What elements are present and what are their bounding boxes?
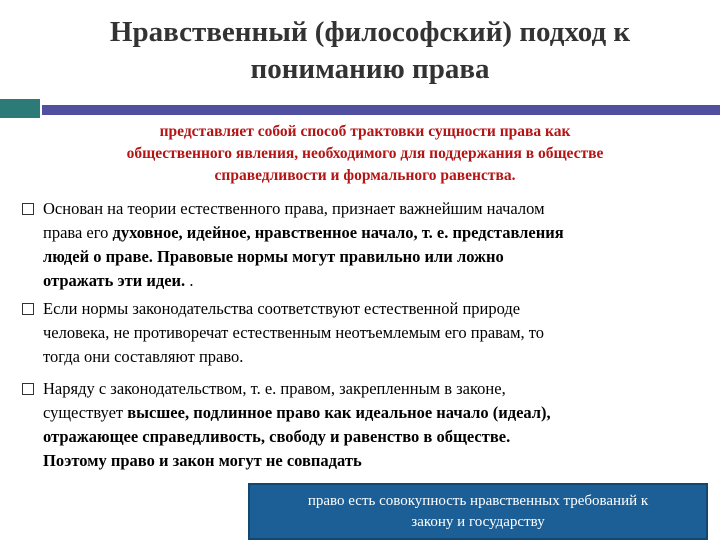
definition-line: представляет собой способ трактовки сущности права как	[159, 123, 571, 140]
bullet-line: человека, не противоречат естественным неотъемлемым его правам, то	[43, 323, 545, 342]
bullet-line: Если нормы законодательства соответствуют естественной природе	[43, 299, 521, 318]
definition-text	[40, 121, 690, 187]
accent-bar-purple	[42, 105, 720, 115]
bullet-line: отражающее справедливость, свободу и равенство в обществе.	[43, 427, 511, 446]
title-line: пониманию права	[250, 53, 490, 85]
callout-line: закону и государству	[411, 514, 545, 530]
definition-line: справедливости и формального равенства.	[214, 167, 516, 184]
bullet-square-icon	[22, 203, 34, 215]
callout-line: право есть совокупность нравственных требований к	[307, 493, 649, 509]
bullet-line: людей о праве. Правовые нормы могут правильно или ложно	[43, 247, 504, 266]
bullet-line: отражать эти идеи. .	[43, 271, 194, 290]
bullet-item-higher-law	[43, 377, 698, 473]
bullet-item-legislation	[43, 297, 698, 369]
bullet-line: тогда они составляют право.	[43, 347, 244, 366]
bullet-line: Основан на теории естественного права, признает важнейшим началом	[43, 199, 545, 218]
title-line: Нравственный (философский) подход к	[109, 16, 631, 48]
bullet-square-icon	[22, 383, 34, 395]
bullet-line: Наряду с законодательством, т. е. правом, закрепленным в законе,	[43, 379, 506, 398]
accent-bar-teal	[0, 99, 40, 118]
bullet-line: права его духовное, идейное, нравственное начало, т. е. представления	[43, 223, 564, 242]
slide-title	[60, 14, 680, 88]
bullet-line: существует высшее, подлинное право как идеальное начало (идеал),	[43, 403, 551, 422]
bullet-item-natural-law	[43, 197, 698, 293]
bullet-line: Поэтому право и закон могут не совпадать	[43, 451, 362, 470]
bullet-square-icon	[22, 303, 34, 315]
definition-line: общественного явления, необходимого для поддержания в обществе	[126, 145, 604, 162]
callout-box	[248, 483, 708, 540]
